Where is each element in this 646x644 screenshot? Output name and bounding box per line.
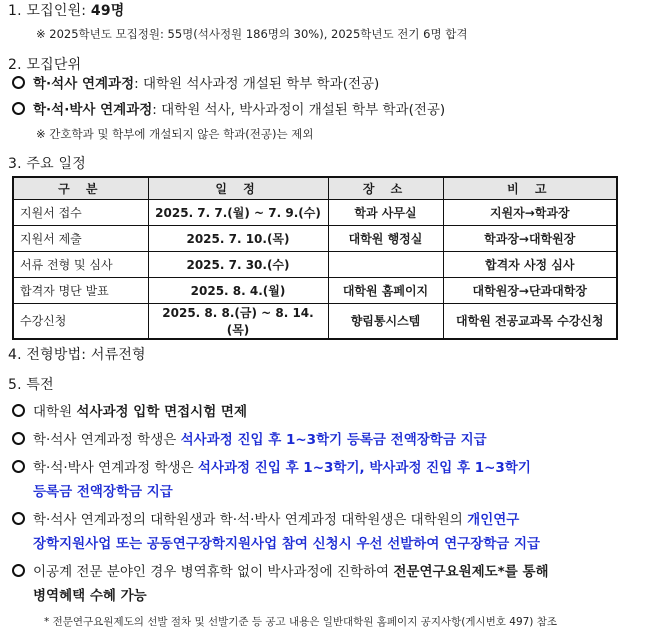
table-row [13, 199, 617, 225]
cell-date: 2025. 8. 8.(금) ~ 8. 14.(목) [148, 303, 328, 339]
cell-category: 서류 전형 및 심사 [13, 251, 148, 277]
cell-category: 지원서 제출 [13, 225, 148, 251]
schedule-table [12, 176, 618, 340]
header-place: 장 소 [328, 177, 443, 199]
cell-place: 대학원 행정실 [328, 225, 443, 251]
section-1-label: 1. 모집인원: [8, 3, 91, 19]
bullet-circle-icon [12, 564, 25, 577]
cell-category: 합격자 명단 발표 [13, 277, 148, 303]
unit-item-2: 학·석·박사 연계과정: 대학원 석사, 박사과정이 개설된 학부 학과(전공) [12, 98, 445, 122]
table-row [13, 303, 617, 339]
bullet-circle-icon [12, 460, 25, 473]
section-5-title: 5. 특전 [8, 377, 54, 393]
cell-remark: 대학원장→단과대학장 [443, 277, 617, 303]
bullet-circle-icon [12, 432, 25, 445]
cell-remark: 지원자→학과장 [443, 199, 617, 225]
bullet-circle-icon [12, 76, 25, 89]
section-1-note: ※ 2025학년도 모집정원: 55명(석사정원 186명의 30%), 2025학년도 전기 6명 합격 [36, 27, 468, 41]
bullet-circle-icon [12, 102, 25, 115]
cell-category: 수강신청 [13, 303, 148, 339]
cell-remark: 대학원 전공교과목 수강신청 [443, 303, 617, 339]
section-1-title [8, 0, 124, 20]
cell-remark: 학과장→대학원장 [443, 225, 617, 251]
table-row [13, 225, 617, 251]
benefit-item-1: 대학원 석사과정 입학 면접시험 면제 [12, 400, 247, 424]
header-date: 일 정 [148, 177, 328, 199]
benefit-item-3: 학·석·박사 연계과정 학생은 석사과정 진입 후 1~3학기, 박사과정 진입 후 1~3학기 [12, 456, 531, 480]
recruit-count: 49명 [90, 3, 125, 19]
cell-date: 2025. 7. 7.(월) ~ 7. 9.(수) [148, 199, 328, 225]
table-row [13, 251, 617, 277]
benefit-item-2: 학·석사 연계과정 학생은 석사과정 진입 후 1~3학기 등록금 전액장학금 지급 [12, 428, 487, 452]
header-remark: 비 고 [443, 177, 617, 199]
unit-item-1: 학·석사 연계과정: 대학원 석사과정 개설된 학부 학과(전공) [12, 72, 379, 96]
cell-place: 향림통시스템 [328, 303, 443, 339]
cell-date: 2025. 8. 4.(월) [148, 277, 328, 303]
schedule-header-row [13, 177, 617, 199]
cell-date: 2025. 7. 30.(수) [148, 251, 328, 277]
benefit-item-4: 학·석사 연계과정의 대학원생과 학·석·박사 연계과정 대학원생은 대학원의 개인연구 [12, 508, 519, 532]
cell-place: 학과 사무실 [328, 199, 443, 225]
bullet-circle-icon [12, 404, 25, 417]
cell-date: 2025. 7. 10.(목) [148, 225, 328, 251]
benefit-item-3-cont: 등록금 전액장학금 지급 [33, 484, 173, 500]
table-row [13, 277, 617, 303]
footnote: * 전문연구요원제도의 선발 절차 및 선발기준 등 공고 내용은 일반대학원 홈페이지 공지사항(게시번호 497) 참조 [44, 616, 558, 628]
section-2-title: 2. 모집단위 [8, 57, 82, 73]
section-2-note: ※ 간호학과 및 학부에 개설되지 않은 학과(전공)는 제외 [36, 127, 314, 141]
cell-category: 지원서 접수 [13, 199, 148, 225]
benefit-item-5: 이공계 전문 분야인 경우 병역휴학 없이 박사과정에 진학하여 전문연구요원제도*를 통해 [12, 560, 549, 584]
benefit-item-4-cont: 장학지원사업 또는 공동연구장학지원사업 참여 신청시 우선 선발하여 연구장학금 지급 [33, 536, 541, 552]
cell-place: 대학원 홈페이지 [328, 277, 443, 303]
cell-remark: 합격자 사정 심사 [443, 251, 617, 277]
cell-place [328, 251, 443, 277]
header-category: 구 분 [13, 177, 148, 199]
benefit-item-5-cont: 병역혜택 수혜 가능 [33, 588, 147, 604]
bullet-circle-icon [12, 512, 25, 525]
section-3-title: 3. 주요 일정 [8, 156, 86, 172]
section-4-title: 4. 전형방법: 서류전형 [8, 347, 146, 363]
